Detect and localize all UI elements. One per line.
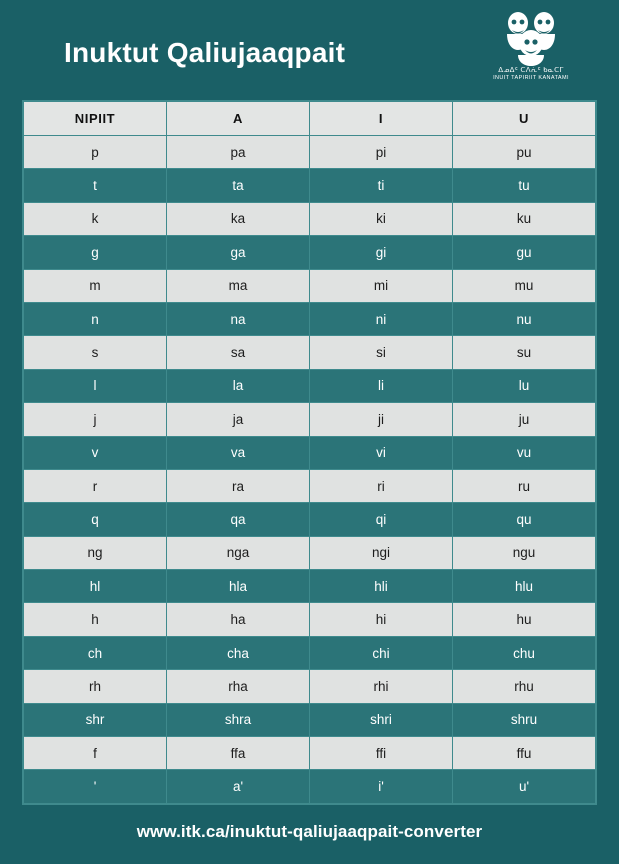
syllabary-table-container bbox=[22, 100, 597, 805]
table-row bbox=[24, 670, 596, 703]
syllable-cell: ffi bbox=[310, 737, 453, 770]
syllable-cell: li bbox=[310, 369, 453, 402]
organization-logo bbox=[483, 10, 579, 94]
column-header-a: A bbox=[167, 102, 310, 136]
logo-caption-syllabics: ᐃᓄᐃᑦ ᑕᐱᕇᑦ ᑲᓇᑕᒥ bbox=[498, 67, 564, 74]
consonant-cell: hl bbox=[24, 570, 167, 603]
table-row bbox=[24, 636, 596, 669]
syllable-cell: pu bbox=[453, 136, 596, 169]
syllable-cell: rhi bbox=[310, 670, 453, 703]
logo-caption-latin: INUIT TAPIRIIT KANATAMI bbox=[493, 74, 569, 81]
syllable-cell: hu bbox=[453, 603, 596, 636]
syllable-cell: ga bbox=[167, 236, 310, 269]
syllable-cell: va bbox=[167, 436, 310, 469]
syllable-cell: ja bbox=[167, 403, 310, 436]
syllable-cell: ti bbox=[310, 169, 453, 202]
table-row bbox=[24, 202, 596, 235]
syllable-cell: ji bbox=[310, 403, 453, 436]
syllable-cell: qi bbox=[310, 503, 453, 536]
syllable-cell: gi bbox=[310, 236, 453, 269]
table-row bbox=[24, 770, 596, 803]
syllable-cell: ru bbox=[453, 469, 596, 502]
syllabary-table bbox=[23, 101, 596, 804]
syllable-cell: nu bbox=[453, 302, 596, 335]
syllable-cell: pi bbox=[310, 136, 453, 169]
converter-website-link[interactable]: www.itk.ca/inuktut-qaliujaaqpait-converter bbox=[136, 822, 483, 841]
column-header-u: U bbox=[453, 102, 596, 136]
syllable-cell: shru bbox=[453, 703, 596, 736]
table-row bbox=[24, 503, 596, 536]
page-title: Inuktut Qaliujaaqpait bbox=[64, 37, 346, 68]
syllable-cell: rha bbox=[167, 670, 310, 703]
consonant-cell: l bbox=[24, 369, 167, 402]
syllable-cell: chi bbox=[310, 636, 453, 669]
page-footer bbox=[0, 800, 619, 864]
itk-inuit-faces-logo-icon bbox=[498, 10, 564, 66]
table-row bbox=[24, 336, 596, 369]
consonant-cell: p bbox=[24, 136, 167, 169]
table-row bbox=[24, 570, 596, 603]
consonant-cell: h bbox=[24, 603, 167, 636]
consonant-cell: shr bbox=[24, 703, 167, 736]
syllable-cell: mu bbox=[453, 269, 596, 302]
syllable-cell: mi bbox=[310, 269, 453, 302]
table-row bbox=[24, 403, 596, 436]
table-row bbox=[24, 436, 596, 469]
syllable-cell: qu bbox=[453, 503, 596, 536]
syllable-cell: shra bbox=[167, 703, 310, 736]
syllable-cell: ha bbox=[167, 603, 310, 636]
syllable-cell: ku bbox=[453, 202, 596, 235]
syllable-cell: si bbox=[310, 336, 453, 369]
consonant-cell: g bbox=[24, 236, 167, 269]
syllable-cell: a' bbox=[167, 770, 310, 803]
syllable-cell: pa bbox=[167, 136, 310, 169]
syllable-cell: hi bbox=[310, 603, 453, 636]
table-row bbox=[24, 136, 596, 169]
syllable-cell: rhu bbox=[453, 670, 596, 703]
table-row bbox=[24, 603, 596, 636]
syllable-cell: ju bbox=[453, 403, 596, 436]
consonant-cell: r bbox=[24, 469, 167, 502]
syllable-cell: ri bbox=[310, 469, 453, 502]
consonant-cell: rh bbox=[24, 670, 167, 703]
table-row bbox=[24, 536, 596, 569]
syllable-cell: ki bbox=[310, 202, 453, 235]
consonant-cell: f bbox=[24, 737, 167, 770]
table-header-row bbox=[24, 102, 596, 136]
syllable-cell: i' bbox=[310, 770, 453, 803]
syllable-cell: u' bbox=[453, 770, 596, 803]
syllable-cell: ffu bbox=[453, 737, 596, 770]
syllable-cell: lu bbox=[453, 369, 596, 402]
syllable-cell: ma bbox=[167, 269, 310, 302]
table-row bbox=[24, 703, 596, 736]
table-row bbox=[24, 269, 596, 302]
table-row bbox=[24, 369, 596, 402]
table-row bbox=[24, 169, 596, 202]
syllable-cell: shri bbox=[310, 703, 453, 736]
syllable-cell: sa bbox=[167, 336, 310, 369]
table-row bbox=[24, 236, 596, 269]
consonant-cell: k bbox=[24, 202, 167, 235]
syllable-cell: hli bbox=[310, 570, 453, 603]
consonant-cell: ng bbox=[24, 536, 167, 569]
table-row bbox=[24, 737, 596, 770]
syllable-cell: la bbox=[167, 369, 310, 402]
consonant-cell: q bbox=[24, 503, 167, 536]
syllable-cell: vi bbox=[310, 436, 453, 469]
syllable-cell: vu bbox=[453, 436, 596, 469]
page-header bbox=[0, 0, 619, 100]
syllable-cell: ta bbox=[167, 169, 310, 202]
syllable-cell: ra bbox=[167, 469, 310, 502]
consonant-cell: m bbox=[24, 269, 167, 302]
syllable-cell: gu bbox=[453, 236, 596, 269]
syllable-cell: hla bbox=[167, 570, 310, 603]
syllable-cell: chu bbox=[453, 636, 596, 669]
syllable-cell: ka bbox=[167, 202, 310, 235]
syllable-cell: ni bbox=[310, 302, 453, 335]
consonant-cell: v bbox=[24, 436, 167, 469]
syllable-cell: ngi bbox=[310, 536, 453, 569]
syllable-cell: ngu bbox=[453, 536, 596, 569]
table-header bbox=[24, 102, 596, 136]
consonant-cell: ' bbox=[24, 770, 167, 803]
column-header-nipiit: NIPIIT bbox=[24, 102, 167, 136]
consonant-cell: s bbox=[24, 336, 167, 369]
syllable-cell: su bbox=[453, 336, 596, 369]
consonant-cell: n bbox=[24, 302, 167, 335]
column-header-i: I bbox=[310, 102, 453, 136]
syllable-cell: cha bbox=[167, 636, 310, 669]
table-row bbox=[24, 302, 596, 335]
table-row bbox=[24, 469, 596, 502]
syllable-cell: nga bbox=[167, 536, 310, 569]
syllable-cell: qa bbox=[167, 503, 310, 536]
syllable-cell: hlu bbox=[453, 570, 596, 603]
consonant-cell: j bbox=[24, 403, 167, 436]
syllable-cell: ffa bbox=[167, 737, 310, 770]
consonant-cell: t bbox=[24, 169, 167, 202]
consonant-cell: ch bbox=[24, 636, 167, 669]
syllable-cell: tu bbox=[453, 169, 596, 202]
table-body bbox=[24, 136, 596, 804]
syllable-cell: na bbox=[167, 302, 310, 335]
